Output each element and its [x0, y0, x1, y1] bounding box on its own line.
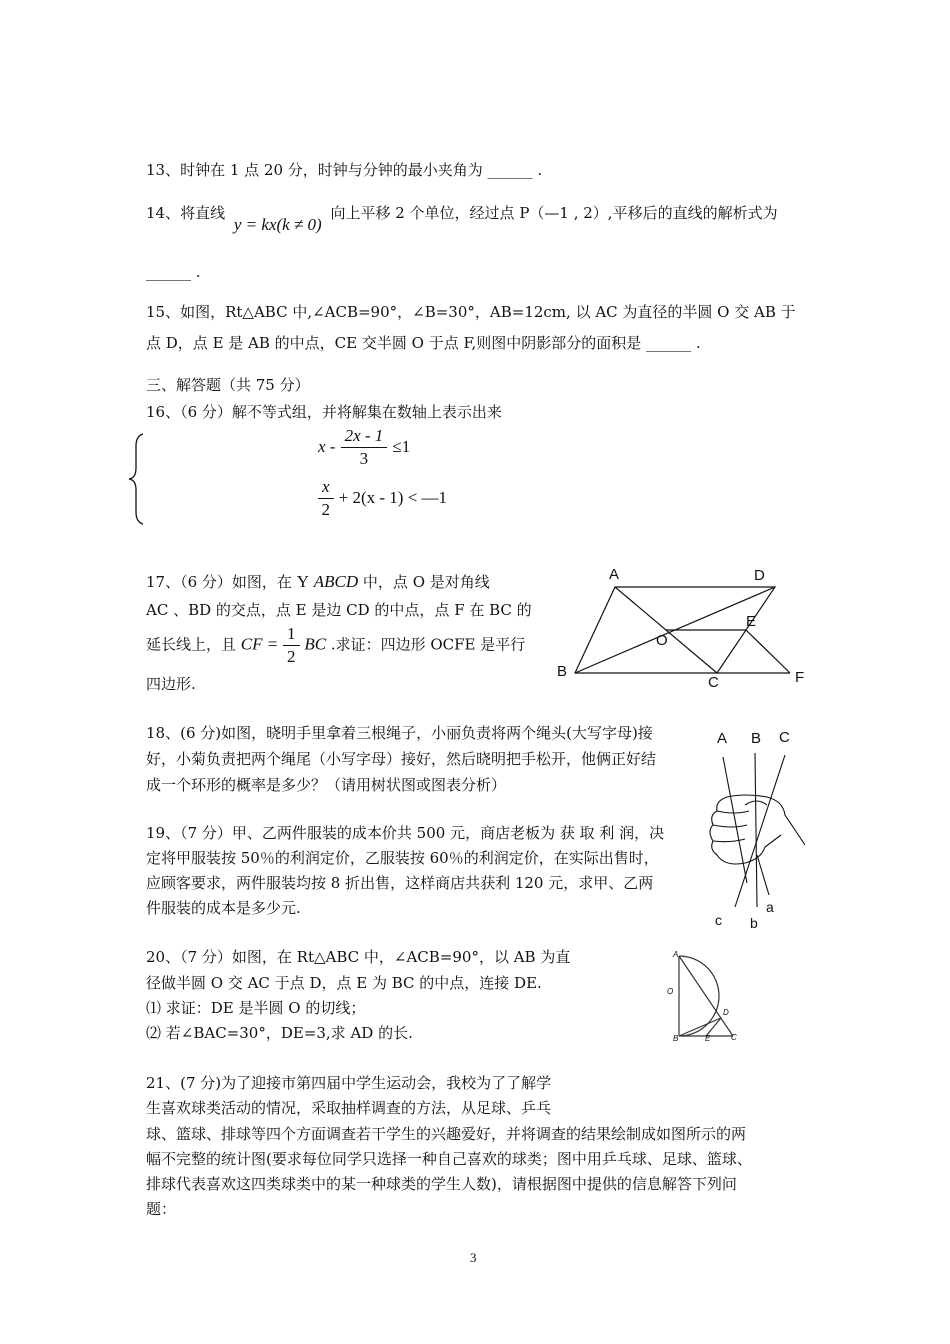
question-19-line2: 定将甲服装按 50％的利润定价，乙服装按 60％的利润定价，在实际出售时， [146, 849, 659, 867]
q17-half-fraction [283, 623, 300, 668]
fig20-label-d: D [723, 1008, 729, 1017]
fig20-label-a: A [673, 950, 679, 959]
label-c: C [708, 674, 719, 691]
ineq1-numerator: 2x - 1 [341, 425, 388, 448]
inequality-2 [318, 476, 447, 521]
rope-label-b: B [751, 730, 762, 747]
rope-c [735, 755, 785, 907]
question-20-line1: 20、（7 分）如图，在 Rt△ABC 中，∠ACB=90°，以 AB 为直 [146, 948, 571, 966]
fig20-label-e: E [705, 1034, 711, 1043]
ineq1-denominator: 3 [359, 449, 369, 468]
semicircle-o [679, 956, 719, 1036]
question-16: 16、（6 分）解不等式组，并将解集在数轴上表示出来 [146, 403, 502, 421]
ineq1-left: x - [318, 437, 336, 456]
rope-label-c-lower: c [715, 912, 722, 928]
question-15-line1: 15、如图，Rt△ABC 中,∠ACB=90°，∠B=30°，AB=12cm, 以 AC 为直径的半圆 O 交 AB 于 [146, 303, 796, 321]
q17-cf: CF = [240, 634, 279, 654]
segment-bd [679, 1018, 721, 1036]
question-20-line4: ⑵ 若∠BAC=30°，DE=3,求 AD 的长. [146, 1024, 413, 1042]
question-17-line2: AC 、BD 的交点，点 E 是边 CD 的中点，点 F 在 BC 的 [146, 601, 532, 619]
label-e: E [746, 613, 757, 630]
page-number: 3 [470, 1250, 477, 1265]
ineq2-numerator: x [318, 476, 334, 499]
ineq1-right: ≤1 [392, 437, 411, 456]
q17-half-num: 1 [283, 623, 300, 646]
q17-abcd: ABCD [313, 572, 359, 591]
rope-label-b-lower: b [750, 915, 758, 931]
hand-ropes-figure [705, 745, 805, 925]
rope-a-tail [757, 855, 769, 895]
fig20-label-o: O [667, 987, 674, 996]
label-d: D [754, 567, 765, 584]
ineq2-fraction [318, 476, 334, 521]
question-17-line1 [146, 572, 490, 592]
q14-suffix: 向上平移 2 个单位，经过点 P（—1 , 2）,平移后的直线的解析式为 [330, 204, 778, 222]
segment-ef [746, 630, 790, 673]
label-a: A [609, 566, 620, 583]
q17-line1-b: 中，点 O 是对角线 [362, 573, 490, 591]
question-19-line4: 件服装的成本是多少元. [146, 899, 301, 917]
fig20-label-b: B [673, 1034, 679, 1043]
rope-label-c: C [779, 729, 790, 746]
parallelogram-figure [555, 565, 815, 690]
label-b: B [557, 663, 568, 680]
question-14 [146, 203, 778, 234]
q17-line3-b: .求证：四边形 OCFE 是平行 [330, 635, 526, 654]
left-brace-icon [126, 432, 148, 526]
question-21-line1: 21、(7 分)为了迎接市第四届中学生运动会，我校为了了解学 [146, 1074, 552, 1092]
question-17-line4: 四边形. [146, 675, 196, 693]
question-18-line1: 18、(6 分)如图，晓明手里拿着三根绳子，小丽负责将两个绳头(大写字母)接 [146, 724, 653, 742]
inequality-1 [318, 425, 410, 470]
question-20-line2: 径做半圆 O 交 AC 于点 D，点 E 为 BC 的中点，连接 DE. [146, 974, 542, 992]
rope-label-a-lower: a [766, 899, 774, 915]
question-19-line1: 19、（7 分）甲、乙两件服装的成本价共 500 元，商店老板为 获 取 利 润，决 [146, 824, 665, 842]
section-title: 三、解答题（共 75 分） [146, 376, 310, 394]
q17-half-den: 2 [287, 647, 296, 666]
question-18-line3: 成一个环形的概率是多少？（请用树状图或图表分析） [146, 776, 507, 794]
q14-formula: y = kx(k ≠ 0) [233, 215, 322, 234]
parallelogram-symbol: Y [296, 572, 309, 591]
q17-bc: BC [304, 634, 327, 654]
question-21-line4: 幅不完整的统计图(要求每位同学只选择一种自己喜欢的球类；图中用乒乓球、足球、篮球、 [146, 1150, 752, 1168]
question-21-line5: 排球代表喜欢这四类球类中的某一种球类的学生人数)，请根据图中提供的信息解答下列问 [146, 1175, 737, 1193]
question-21-line6: 题： [146, 1200, 177, 1218]
question-18-line2: 好，小菊负责把两个绳尾（小写字母）接好，然后晓明把手松开，他俩正好结 [146, 750, 657, 768]
rope-b [755, 753, 757, 907]
semicircle-figure [665, 950, 745, 1045]
q14-prefix: 14、将直线 [146, 204, 226, 222]
question-17-line3 [146, 623, 525, 668]
label-f: F [795, 669, 805, 686]
question-15-line2: 点 D，点 E 是 AB 的中点，CE 交半圆 O 于点 F,则图中阴影部分的面积是 ______ . [146, 334, 701, 352]
ineq2-right: + 2(x - 1) < —1 [338, 488, 448, 507]
ineq1-fraction [341, 425, 388, 470]
ineq2-denominator: 2 [321, 500, 331, 519]
rope-label-a: A [717, 730, 728, 747]
q14-answer-blank: ______ . [146, 263, 201, 281]
question-19-line3: 应顾客要求，两件服装均按 8 折出售，这样商店共获利 120 元，求甲、乙两 [146, 874, 654, 892]
question-21-line2: 生喜欢球类活动的情况，采取抽样调查的方法，从足球、乒乓 [146, 1099, 552, 1117]
question-21-line3: 球、篮球、排球等四个方面调查若干学生的兴趣爱好，并将调查的结果绘制成如图所示的两 [146, 1125, 747, 1143]
fig20-label-c: C [731, 1033, 737, 1042]
q17-line3-a: 延长线上，且 [146, 635, 237, 654]
question-13: 13、时钟在 1 点 20 分，时钟与分钟的最小夹角为 ______ . [146, 161, 543, 179]
q17-line1-a: 17、（6 分）如图，在 [146, 573, 292, 591]
question-20-line3: ⑴ 求证：DE 是半圆 O 的切线； [146, 999, 366, 1017]
label-o: O [656, 632, 668, 649]
